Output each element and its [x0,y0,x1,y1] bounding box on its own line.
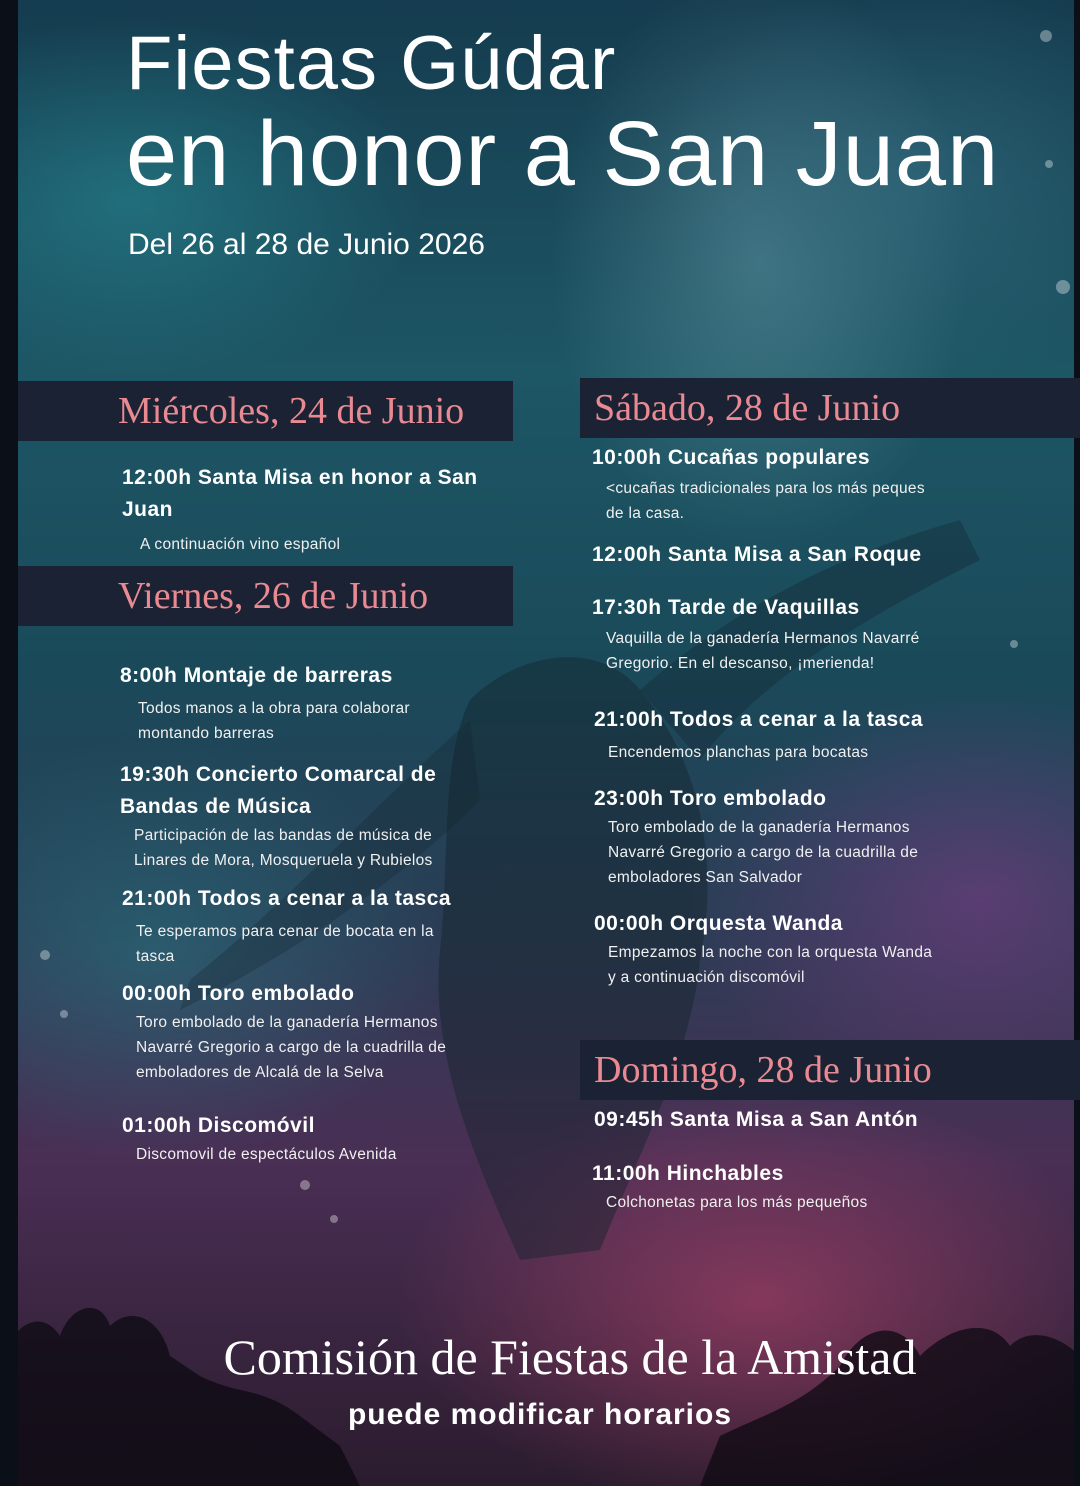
event-title: 19:30h Concierto Comarcal de [120,763,437,786]
event-title: Juan [122,498,174,521]
event-description: Participación de las bandas de música de [134,827,433,844]
day-banner-friday: Viernes, 26 de Junio [18,566,513,626]
event-description: Todos manos a la obra para colaborar [138,700,410,717]
event-title: 21:00h Todos a cenar a la tasca [594,708,924,731]
event-title: 00:00h Orquesta Wanda [594,912,843,935]
poster-title-line2: en honor a San Juan [126,103,1000,205]
day-banner-wednesday: Miércoles, 24 de Junio [18,381,513,441]
left-border [0,0,18,1486]
event-description: emboladores de Alcalá de la Selva [136,1064,384,1081]
event-description: emboladores San Salvador [608,869,803,886]
event-description: A continuación vino español [140,536,341,553]
event-sat-misa [592,539,1012,571]
event-description: Empezamos la noche con la orquesta Wanda [608,944,933,961]
event-description: Gregorio. En el descanso, ¡merienda! [606,655,875,672]
event-fri-toro [122,978,522,1085]
event-description: y a continuación discomóvil [608,969,805,986]
event-title: 8:00h Montaje de barreras [120,664,393,687]
event-sat-tasca [594,704,1014,765]
event-title: Bandas de Música [120,795,312,818]
event-wed-mass [122,462,522,557]
event-title: 12:00h Santa Misa en honor a San [122,466,478,489]
event-description: Navarré Gregorio a cargo de la cuadrilla de [608,844,919,861]
event-description: Toro embolado de la ganadería Hermanos [608,819,910,836]
event-sun-hinchables [592,1158,1012,1215]
event-title: 21:00h Todos a cenar a la tasca [122,887,452,910]
event-sat-vaquillas [592,592,1012,676]
schedule-disclaimer: puede modificar horarios [347,1398,733,1431]
event-title: 10:00h Cucañas populares [592,446,871,469]
event-description: Vaquilla de la ganadería Hermanos Navarré [606,630,920,647]
event-fri-concierto [120,759,520,873]
event-description: tasca [136,948,175,965]
event-title: 11:00h Hinchables [592,1162,784,1185]
event-title: 17:30h Tarde de Vaquillas [592,596,860,619]
day-banner-sunday: Domingo, 28 de Junio [580,1040,1080,1100]
event-description: <cucañas tradicionales para los más peques [606,480,925,497]
event-title: 12:00h Santa Misa a San Roque [592,543,922,566]
event-description: Colchonetas para los más pequeños [606,1194,868,1211]
event-title: 00:00h Toro embolado [122,982,355,1005]
day-banner-saturday: Sábado, 28 de Junio [580,378,1080,438]
event-description: Te esperamos para cenar de bocata en la [136,923,434,940]
event-sat-toro [594,783,1014,890]
festival-dates: Del 26 al 28 de Junio 2026 [128,228,485,261]
event-description: Discomovil de espectáculos Avenida [136,1146,397,1163]
event-description: Encendemos planchas para bocatas [608,744,869,761]
event-title: 23:00h Toro embolado [594,787,827,810]
event-description: Navarré Gregorio a cargo de la cuadrilla de [136,1039,447,1056]
event-sat-cucanas [592,442,1012,526]
event-title: 01:00h Discomóvil [122,1114,315,1137]
event-description: Linares de Mora, Mosqueruela y Rubielos [134,852,433,869]
organizer-name: Comisión de Fiestas de la Amistad [223,1329,917,1385]
event-description: montando barreras [138,725,275,742]
event-sun-misa [594,1104,1014,1136]
event-fri-discomovil [122,1110,522,1167]
event-title: 09:45h Santa Misa a San Antón [594,1108,919,1131]
event-sat-orquesta [594,908,1014,990]
event-fri-barreras [120,660,520,746]
event-description: Toro embolado de la ganadería Hermanos [136,1014,438,1031]
poster-title-line1: Fiestas Gúdar [126,21,617,106]
event-description: de la casa. [606,505,685,522]
right-border [1074,0,1080,1486]
event-fri-tasca [122,883,522,969]
